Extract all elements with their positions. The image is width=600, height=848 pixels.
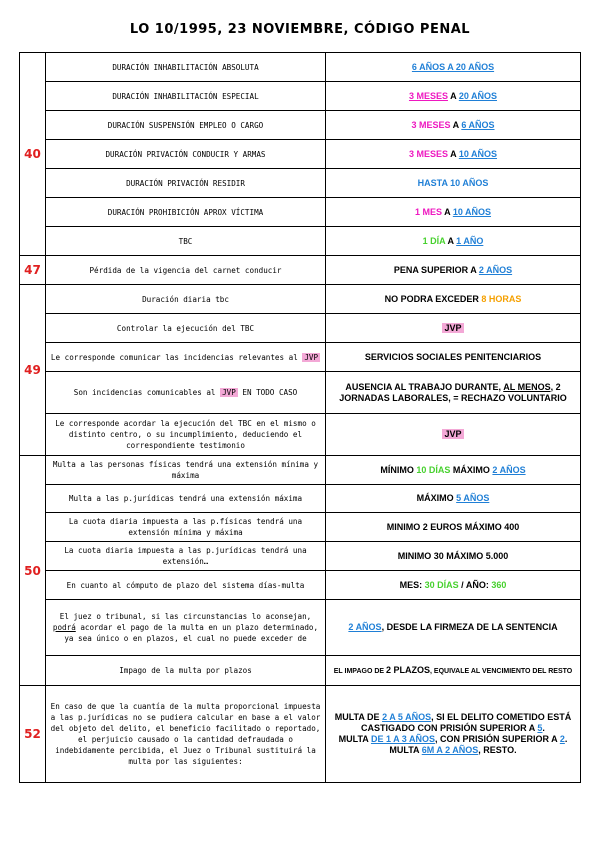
row-value: EL IMPAGO DE 2 PLAZOS, EQUIVALE AL VENCIMIENTO DEL RESTO <box>326 656 581 686</box>
row-value: AUSENCIA AL TRABAJO DURANTE, AL MENOS, 2 JORNADAS LABORALES, = RECHAZO VOLUNTARIO <box>326 372 581 414</box>
row-description: Controlar la ejecución del TBC <box>46 314 326 343</box>
table-row <box>20 111 581 140</box>
table-row <box>20 285 581 314</box>
table-row <box>20 343 581 372</box>
row-value: 3 MESES A 10 AÑOS <box>326 140 581 169</box>
table-row <box>20 227 581 256</box>
row-description: Pérdida de la vigencia del carnet conducir <box>46 256 326 285</box>
row-description: En cuanto al cómputo de plazo del sistema días-multa <box>46 571 326 600</box>
row-description: Son incidencias comunicables al JVP EN TODO CASO <box>46 372 326 414</box>
row-value: 6 AÑOS A 20 AÑOS <box>326 53 581 82</box>
row-description: DURACIÓN SUSPENSIÓN EMPLEO O CARGO <box>46 111 326 140</box>
article-number: 47 <box>20 256 46 285</box>
penalty-line: MULTA 6M A 2 AÑOS, RESTO. <box>389 745 517 755</box>
table-row <box>20 314 581 343</box>
table-row <box>20 82 581 111</box>
row-description: TBC <box>46 227 326 256</box>
row-description: Multa a las personas físicas tendrá una extensión mínima y máxima <box>46 456 326 485</box>
row-description: Impago de la multa por plazos <box>46 656 326 686</box>
table-row <box>20 686 581 783</box>
table-row <box>20 485 581 513</box>
row-description: La cuota diaria impuesta a las p.jurídicas tendrá una extensión… <box>46 542 326 571</box>
row-value: 1 MES A 10 AÑOS <box>326 198 581 227</box>
table-row <box>20 542 581 571</box>
row-description: Duración diaria tbc <box>46 285 326 314</box>
article-number: 40 <box>20 53 46 256</box>
penalty-line: MULTA DE 1 A 3 AÑOS, CON PRISIÓN SUPERIOR A 2. <box>338 734 568 744</box>
row-value: 3 MESES A 20 AÑOS <box>326 82 581 111</box>
table-row <box>20 198 581 227</box>
row-description: DURACIÓN PRIVACIÓN RESIDIR <box>46 169 326 198</box>
row-description: En caso de que la cuantía de la multa proporcional impuesta a las p.jurídicas no se pudiera calcular en base a el valor del objeto del delito, el beneficio facilitado o reportado, el perjuicio causado o la cantidad defraudada o indebidamente percibida, el Juez o Tribunal sustituirá la multa por las siguientes: <box>46 686 326 783</box>
row-description: DURACIÓN INHABILITACIÓN ESPECIAL <box>46 82 326 111</box>
row-description: La cuota diaria impuesta a las p.físicas tendrá una extensión mínima y máxima <box>46 513 326 542</box>
table-row <box>20 372 581 414</box>
row-description: DURACIÓN PRIVACIÓN CONDUCIR Y ARMAS <box>46 140 326 169</box>
row-description: Le corresponde comunicar las incidencias relevantes al JVP <box>46 343 326 372</box>
row-value <box>326 686 581 783</box>
penalty-line: MULTA DE 2 A 5 AÑOS, SI EL DELITO COMETIDO ESTÁ CASTIGADO CON PRISIÓN SUPERIOR A 5. <box>334 712 572 733</box>
table-row <box>20 414 581 456</box>
article-number: 52 <box>20 686 46 783</box>
row-value: MÁXIMO 5 AÑOS <box>326 485 581 513</box>
table-row <box>20 256 581 285</box>
table-row <box>20 140 581 169</box>
page-title: LO 10/1995, 23 NOVIEMBRE, CÓDIGO PENAL <box>129 22 471 37</box>
article-number: 49 <box>20 285 46 456</box>
row-value: JVP <box>326 414 581 456</box>
row-value: SERVICIOS SOCIALES PENITENCIARIOS <box>326 343 581 372</box>
table-row <box>20 169 581 198</box>
article-number: 50 <box>20 456 46 686</box>
row-value: MES: 30 DÍAS / AÑO: 360 <box>326 571 581 600</box>
table-row <box>20 600 581 656</box>
row-value: NO PODRA EXCEDER 8 HORAS <box>326 285 581 314</box>
row-value: 1 DÍA A 1 AÑO <box>326 227 581 256</box>
row-value: JVP <box>326 314 581 343</box>
row-value: PENA SUPERIOR A 2 AÑOS <box>326 256 581 285</box>
row-value: 2 AÑOS, DESDE LA FIRMEZA DE LA SENTENCIA <box>326 600 581 656</box>
row-description: DURACIÓN INHABILITACIÓN ABSOLUTA <box>46 53 326 82</box>
row-description: Multa a las p.jurídicas tendrá una extensión máxima <box>46 485 326 513</box>
row-value: 3 MESES A 6 AÑOS <box>326 111 581 140</box>
row-description: El juez o tribunal, si las circunstancias lo aconsejan, podrá acordar el pago de la multa en un plazo determinado, ya sea único o en plazos, el cual no puede exceder de <box>46 600 326 656</box>
row-value: MINIMO 2 EUROS MÁXIMO 400 <box>326 513 581 542</box>
table-row <box>20 53 581 82</box>
table-row <box>20 513 581 542</box>
table-row <box>20 656 581 686</box>
table-row <box>20 571 581 600</box>
penal-code-table <box>19 52 581 783</box>
row-description: Le corresponde acordar la ejecución del TBC en el mismo o distinto centro, o su incumplimiento, deduciendo el correspondiente testimonio <box>46 414 326 456</box>
row-description: DURACIÓN PROHIBICIÓN APROX VÍCTIMA <box>46 198 326 227</box>
row-value: MINIMO 30 MÁXIMO 5.000 <box>326 542 581 571</box>
row-value: MÍNIMO 10 DÍAS MÁXIMO 2 AÑOS <box>326 456 581 485</box>
row-value: HASTA 10 AÑOS <box>326 169 581 198</box>
table-row <box>20 456 581 485</box>
